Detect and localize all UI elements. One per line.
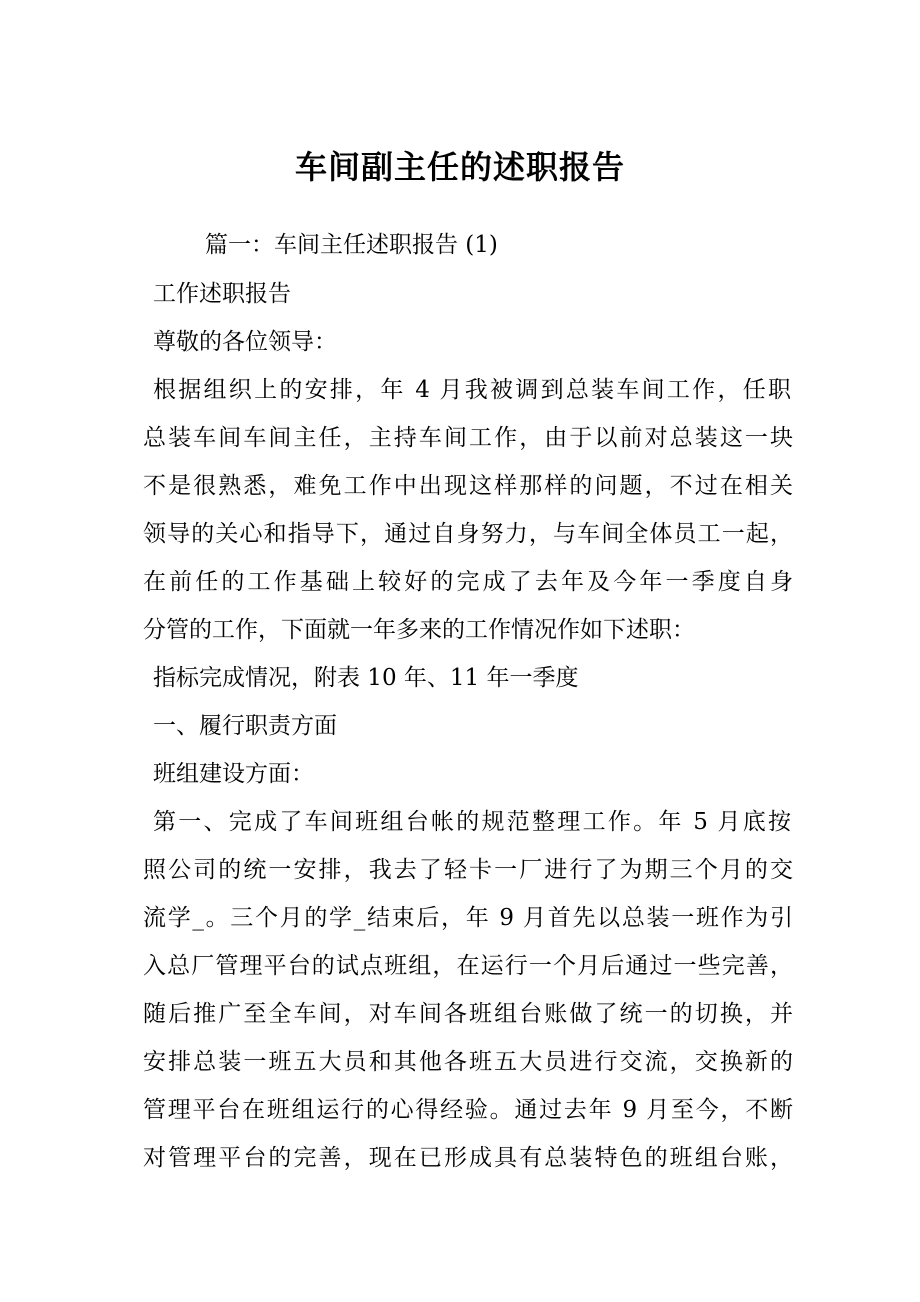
paragraph-line: 随后推广至全车间，对车间各班组台账做了统一的切换，并 xyxy=(143,1001,793,1027)
paragraph-line: 领导的关心和指导下，通过自身努力，与车间全体员工一起， xyxy=(143,521,793,547)
section-heading: 篇一：车间主任述职报告 (1) xyxy=(205,232,498,258)
paragraph-line: 入总厂管理平台的试点班组，在运行一个月后通过一些完善， xyxy=(143,953,793,979)
paragraph-line: 第一、完成了车间班组台帐的规范整理工作。年 5 月底按 xyxy=(153,809,791,835)
paragraph-line: 根据组织上的安排，年 4 月我被调到总装车间工作，任职 xyxy=(153,377,791,403)
document-title: 车间副主任的述职报告 xyxy=(294,148,625,186)
subsection-heading-team: 班组建设方面： xyxy=(153,761,314,787)
paragraph-line: 在前任的工作基础上较好的完成了去年及今年一季度自身 xyxy=(143,569,793,595)
paragraph-line: 总装车间车间主任，主持车间工作，由于以前对总装这一块 xyxy=(143,425,793,451)
paragraph-line: 照公司的统一安排，我去了轻卡一厂进行了为期三个月的交 xyxy=(143,857,793,883)
salutation: 尊敬的各位领导： xyxy=(153,329,337,355)
report-heading: 工作述职报告 xyxy=(153,281,291,307)
paragraph-line: 管理平台在班组运行的心得经验。通过去年 9 月至今，不断 xyxy=(143,1097,793,1123)
paragraph-line: 流学_。三个月的学_结束后，年 9 月首先以总装一班作为引 xyxy=(143,905,793,931)
paragraph-line: 分管的工作，下面就一年多来的工作情况作如下述职： xyxy=(143,617,695,643)
indicator-line: 指标完成情况，附表 10 年、11 年一季度 xyxy=(153,665,579,691)
paragraph-line: 对管理平台的完善，现在已形成具有总装特色的班组台账， xyxy=(143,1145,793,1171)
paragraph-line: 不是很熟悉，难免工作中出现这样那样的问题，不过在相关 xyxy=(143,473,793,499)
paragraph-line: 安排总装一班五大员和其他各班五大员进行交流，交换新的 xyxy=(143,1049,793,1075)
section-heading-duties: 一、履行职责方面 xyxy=(153,713,337,739)
